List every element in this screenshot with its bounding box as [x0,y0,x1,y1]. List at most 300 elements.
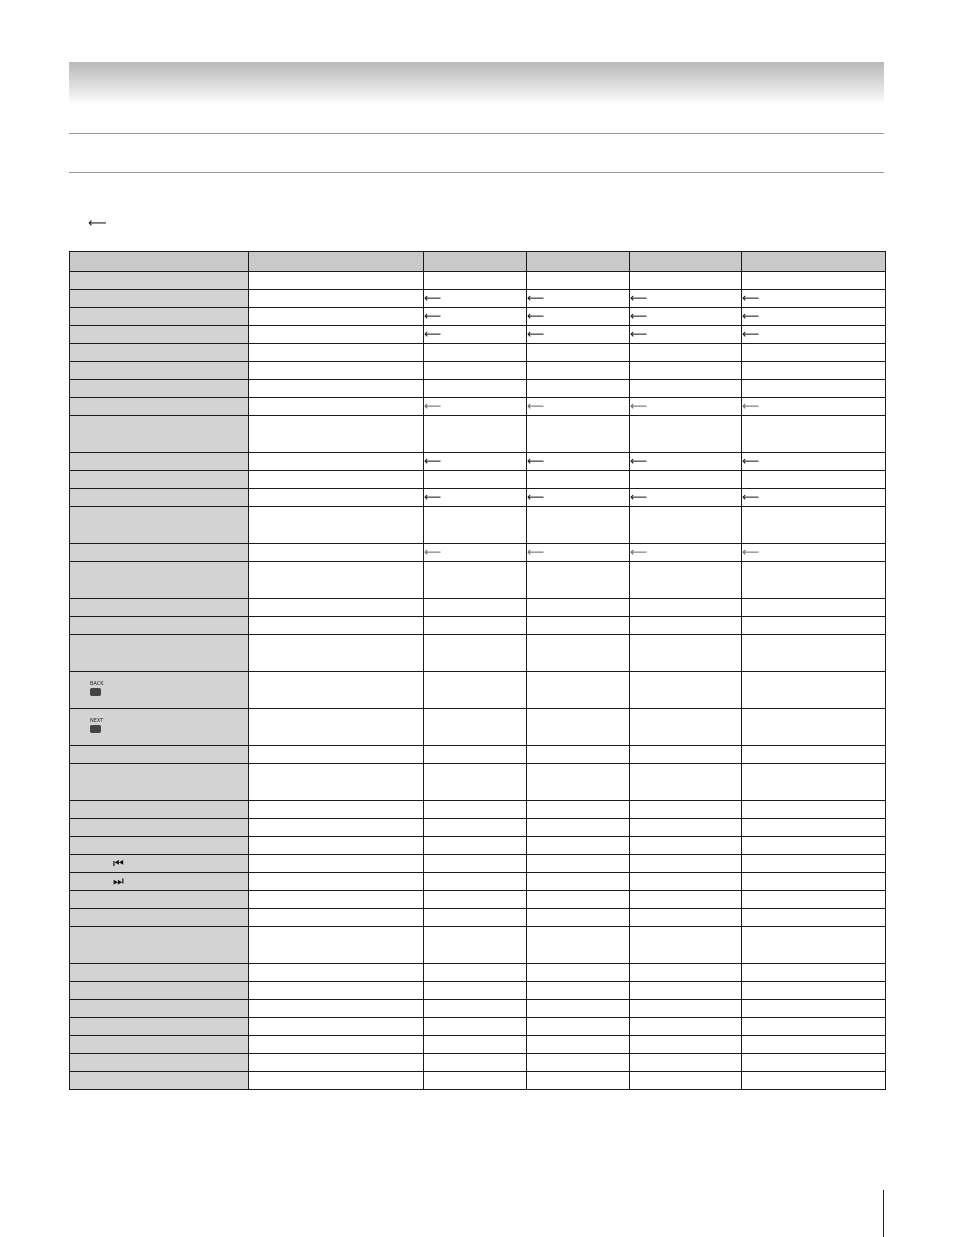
table-cell [249,489,424,507]
table-cell [424,891,527,909]
same-as-left-arrow-icon: ⟵ [424,453,442,468]
table-cell [630,709,742,746]
row-label [70,599,249,617]
table-cell [527,982,630,1000]
table-cell [424,819,527,837]
row-label [70,562,249,599]
table-cell [249,764,424,801]
table-row [70,544,886,562]
table-cell [630,1072,742,1090]
table-row [70,416,886,453]
row-label-skip-forward [70,873,249,891]
header-cell [527,252,630,272]
same-as-left-arrow-icon: ⟵ [742,398,760,413]
table-cell [527,964,630,982]
table-cell [249,617,424,635]
table-cell [742,819,886,837]
table-cell [527,290,630,308]
table-cell [424,453,527,471]
table-row [70,453,886,471]
table-row [70,746,886,764]
row-label [70,927,249,964]
table-cell [630,617,742,635]
next-button-icon: NEXT [90,718,104,733]
header-cell [70,252,249,272]
table-cell [527,380,630,398]
same-as-left-arrow-icon: ⟵ [742,544,760,559]
table-cell [527,453,630,471]
row-label [70,635,249,672]
table-cell [249,453,424,471]
table-cell [527,562,630,599]
table-row [70,982,886,1000]
table-cell [630,453,742,471]
table-cell [630,1000,742,1018]
row-label [70,1072,249,1090]
table-cell [742,489,886,507]
table-cell [630,909,742,927]
table-cell [742,362,886,380]
same-as-left-arrow-icon: ⟵ [527,290,545,305]
table-cell [424,855,527,873]
table-cell [424,308,527,326]
table-cell [527,801,630,819]
same-as-left-arrow-icon: ⟵ [742,290,760,305]
table-cell [249,982,424,1000]
row-label [70,1054,249,1072]
table-cell [527,344,630,362]
table-cell [424,801,527,819]
table-cell [630,1036,742,1054]
table-cell [424,1072,527,1090]
same-as-left-arrow-icon: ⟵ [527,326,545,341]
table-row [70,837,886,855]
table-cell [527,909,630,927]
table-cell [630,290,742,308]
header-cell [742,252,886,272]
table-cell [742,272,886,290]
table-cell [742,308,886,326]
table-cell [249,544,424,562]
table-row [70,1054,886,1072]
table-cell [630,837,742,855]
table-cell [424,672,527,709]
row-label [70,964,249,982]
row-label [70,544,249,562]
table-cell [424,617,527,635]
table-row [70,562,886,599]
row-label [70,272,249,290]
table-cell [249,746,424,764]
row-label [70,1018,249,1036]
table-cell [742,326,886,344]
header-cell [424,252,527,272]
table-cell [424,927,527,964]
reference-table [69,251,886,1090]
table-cell [249,380,424,398]
table-cell [249,272,424,290]
table-cell [249,308,424,326]
table-cell [424,1054,527,1072]
skip-forward-icon: ⏭ [113,874,122,888]
table-cell [527,471,630,489]
row-label [70,471,249,489]
table-cell [742,507,886,544]
table-cell [527,362,630,380]
table-cell [527,764,630,801]
table-row [70,909,886,927]
table-cell [742,344,886,362]
table-cell [249,927,424,964]
table-row [70,326,886,344]
table-cell [424,507,527,544]
table-cell [742,801,886,819]
table-row [70,344,886,362]
table-row [70,891,886,909]
table-cell [742,453,886,471]
table-cell [742,909,886,927]
table-cell [742,1054,886,1072]
table-cell [742,672,886,709]
table-cell [527,489,630,507]
table-cell [630,1018,742,1036]
table-cell [630,362,742,380]
table-cell [742,471,886,489]
table-cell [249,471,424,489]
table-cell [742,599,886,617]
same-as-left-arrow-icon: ⟵ [630,290,648,305]
table-cell [630,1054,742,1072]
same-as-left-arrow-icon: ⟵ [630,453,648,468]
table-cell [249,1036,424,1054]
table-cell [527,927,630,964]
table-cell [630,416,742,453]
row-label [70,380,249,398]
table-cell [249,635,424,672]
table-cell [527,308,630,326]
table-header-row [70,252,886,272]
row-label [70,290,249,308]
table-row [70,272,886,290]
row-label [70,746,249,764]
table-cell [742,709,886,746]
table-row [70,617,886,635]
table-cell [742,562,886,599]
row-label [70,344,249,362]
row-label [70,326,249,344]
table-row [70,964,886,982]
table-row [70,764,886,801]
table-cell [249,709,424,746]
header-cell [630,252,742,272]
table-cell [249,672,424,709]
table-cell [742,416,886,453]
table-cell [249,964,424,982]
table-cell [527,599,630,617]
table-cell [424,398,527,416]
same-as-left-arrow-icon: ⟵ [630,489,648,504]
table-row [70,819,886,837]
section-header-banner [69,62,884,104]
same-as-left-arrow-icon: ⟵ [630,326,648,341]
table-row [70,873,886,891]
table-cell [630,562,742,599]
row-label [70,1036,249,1054]
table-cell [742,544,886,562]
table-cell [424,1000,527,1018]
table-row [70,855,886,873]
table-cell [527,819,630,837]
same-as-left-arrow-icon: ⟵ [742,489,760,504]
back-button-icon: BACK [90,681,104,696]
table-row [70,380,886,398]
table-cell [527,398,630,416]
table-cell [249,326,424,344]
row-label [70,398,249,416]
table-cell [527,416,630,453]
table-row [70,927,886,964]
table-row [70,1000,886,1018]
row-label [70,819,249,837]
divider [69,133,884,134]
row-label [70,1000,249,1018]
table-cell [630,344,742,362]
same-as-left-arrow-icon: ⟵ [742,308,760,323]
table-cell [742,764,886,801]
table-cell [424,326,527,344]
row-label [70,362,249,380]
table-cell [424,562,527,599]
table-cell [630,982,742,1000]
table-cell [249,819,424,837]
table-cell [424,873,527,891]
row-label [70,507,249,544]
table-cell [630,672,742,709]
table-cell [424,272,527,290]
table-row [70,1018,886,1036]
table-cell [527,635,630,672]
table-cell [527,1036,630,1054]
table-cell [630,308,742,326]
table-cell [742,837,886,855]
table-cell [424,362,527,380]
row-label [70,453,249,471]
table-cell [527,672,630,709]
table-cell [630,471,742,489]
page-edge-marker [883,1190,884,1237]
table-row [70,398,886,416]
table-cell [742,290,886,308]
same-as-left-arrow-icon: ⟵ [424,489,442,504]
table-cell [424,746,527,764]
row-label [70,617,249,635]
table-cell [424,909,527,927]
table-cell [630,964,742,982]
table-cell [630,544,742,562]
table-cell [527,507,630,544]
table-cell [424,635,527,672]
table-cell [424,1036,527,1054]
row-label [70,489,249,507]
table-cell [527,617,630,635]
table-row [70,489,886,507]
table-cell [742,855,886,873]
table-cell [249,837,424,855]
table-cell [630,801,742,819]
table-cell [249,507,424,544]
table-cell [424,544,527,562]
table-cell [527,272,630,290]
same-as-left-arrow-icon: ⟵ [527,489,545,504]
legend-arrow-icon: ⟵ [88,216,107,231]
table-cell [742,891,886,909]
table-cell [630,599,742,617]
row-label [70,891,249,909]
table-row [70,599,886,617]
row-label [70,764,249,801]
same-as-left-arrow-icon: ⟵ [527,544,545,559]
same-as-left-arrow-icon: ⟵ [424,290,442,305]
table-cell [424,1018,527,1036]
table-row [70,308,886,326]
row-label [70,801,249,819]
table-cell [742,635,886,672]
table-cell [424,471,527,489]
row-label-back [70,672,249,709]
table-row [70,672,886,709]
table-cell [630,507,742,544]
table-cell [424,764,527,801]
table-cell [630,326,742,344]
table-row [70,290,886,308]
row-label [70,837,249,855]
same-as-left-arrow-icon: ⟵ [527,453,545,468]
table-cell [249,599,424,617]
table-cell [527,544,630,562]
table-cell [249,1000,424,1018]
table-cell [424,982,527,1000]
table-cell [527,1054,630,1072]
same-as-left-arrow-icon: ⟵ [742,453,760,468]
table-cell [249,416,424,453]
table-cell [630,380,742,398]
table-cell [742,1018,886,1036]
table-cell [630,398,742,416]
table-cell [742,1072,886,1090]
table-cell [249,909,424,927]
table-cell [249,891,424,909]
table-cell [630,489,742,507]
table-cell [630,873,742,891]
same-as-left-arrow-icon: ⟵ [424,326,442,341]
skip-back-icon: ⏮ [113,856,122,870]
table-cell [424,837,527,855]
table-cell [630,635,742,672]
table-cell [424,344,527,362]
table-cell [249,873,424,891]
table-cell [527,746,630,764]
table-cell [742,1000,886,1018]
table-cell [527,837,630,855]
table-cell [630,272,742,290]
table-row [70,507,886,544]
table-cell [527,873,630,891]
same-as-left-arrow-icon: ⟵ [527,398,545,413]
table-cell [630,855,742,873]
row-label [70,982,249,1000]
table-row [70,709,886,746]
same-as-left-arrow-icon: ⟵ [527,308,545,323]
table-row [70,635,886,672]
table-cell [249,1054,424,1072]
table-cell [424,489,527,507]
table-cell [249,801,424,819]
table-row [70,362,886,380]
table-cell [630,764,742,801]
table-cell [527,1000,630,1018]
table-cell [742,1036,886,1054]
table-cell [249,344,424,362]
same-as-left-arrow-icon: ⟵ [424,398,442,413]
table-cell [527,1018,630,1036]
table-cell [742,398,886,416]
table-cell [424,290,527,308]
table-cell [249,362,424,380]
table-cell [424,599,527,617]
table-cell [249,290,424,308]
table-cell [424,416,527,453]
row-label [70,909,249,927]
table-row [70,1072,886,1090]
divider [69,172,884,173]
table-cell [527,709,630,746]
table-cell [249,1018,424,1036]
table-cell [630,891,742,909]
table-row [70,471,886,489]
table-cell [742,746,886,764]
same-as-left-arrow-icon: ⟵ [630,544,648,559]
same-as-left-arrow-icon: ⟵ [424,308,442,323]
table-cell [527,326,630,344]
same-as-left-arrow-icon: ⟵ [424,544,442,559]
row-label [70,416,249,453]
row-label-next [70,709,249,746]
row-label [70,308,249,326]
table-cell [742,380,886,398]
table-cell [424,709,527,746]
table-cell [742,982,886,1000]
table-cell [742,873,886,891]
table-cell [630,927,742,964]
table-row [70,801,886,819]
table-cell [249,398,424,416]
table-cell [630,746,742,764]
table-cell [424,964,527,982]
table-row [70,1036,886,1054]
header-cell [249,252,424,272]
table-cell [742,927,886,964]
same-as-left-arrow-icon: ⟵ [630,398,648,413]
table-cell [527,855,630,873]
table-cell [249,562,424,599]
row-label-skip-back [70,855,249,873]
table-cell [249,1072,424,1090]
table-cell [249,855,424,873]
table-cell [630,819,742,837]
table-cell [527,1072,630,1090]
table-cell [527,891,630,909]
table-cell [742,964,886,982]
